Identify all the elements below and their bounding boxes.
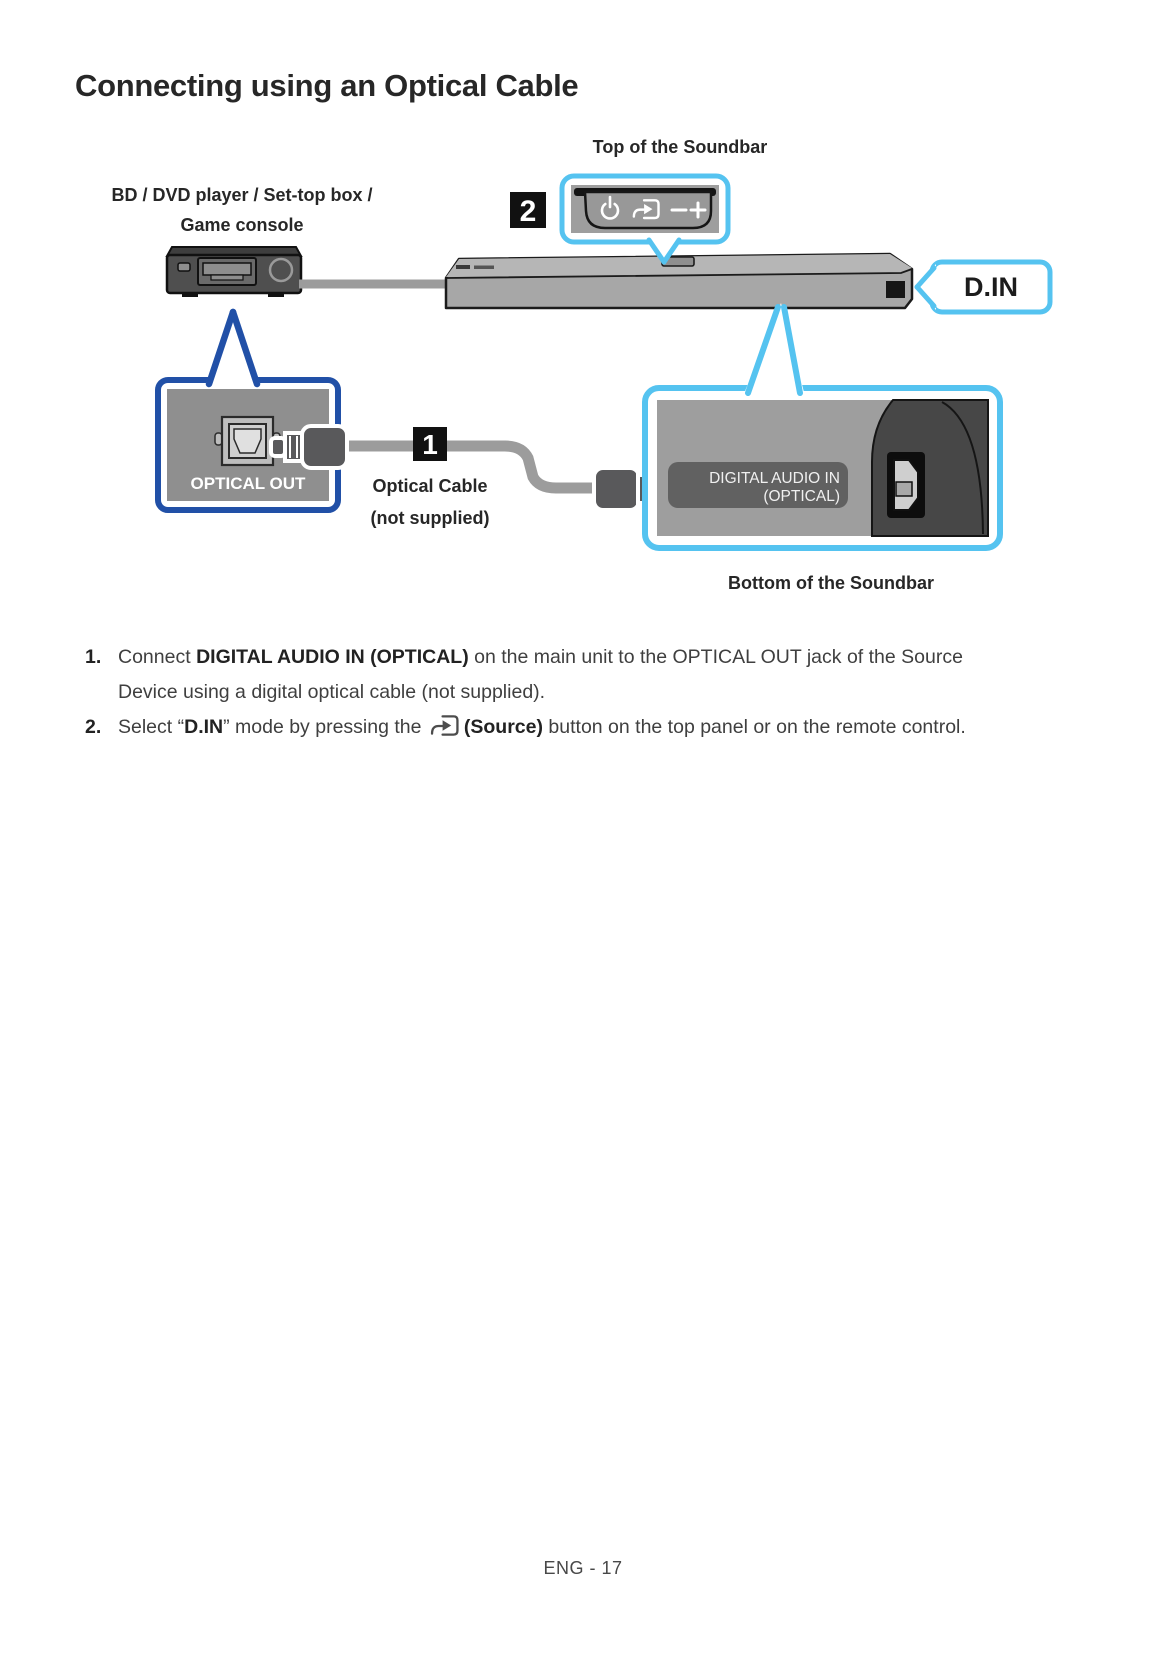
svg-text:1: 1: [422, 429, 438, 460]
source-inline-icon: [430, 714, 459, 737]
instruction-item-2: [85, 710, 1035, 745]
source-device-label-line2: Game console: [180, 215, 304, 235]
source-device-label-line1: BD / DVD player / Set-top box /: [111, 185, 373, 205]
digital-audio-in-label-line2: (OPTICAL): [763, 488, 840, 505]
instruction-2-source: (Source): [463, 716, 543, 738]
din-callout: [916, 262, 1050, 312]
instruction-1-rest: on the main unit to the OPTICAL OUT jack of the Source: [468, 646, 963, 668]
instruction-1-line2: Device using a digital optical cable (not supplied).: [118, 681, 546, 703]
step-1-badge: [413, 427, 447, 461]
instruction-text: [118, 640, 1035, 710]
instruction-1-pre: Connect: [118, 646, 197, 668]
top-of-soundbar-label: Top of the Soundbar: [592, 137, 768, 157]
connection-diagram: [0, 118, 1166, 618]
optical-cable-label-line2: (not supplied): [370, 508, 490, 528]
instruction-number: 1.: [85, 646, 102, 668]
instruction-1-bold: DIGITAL AUDIO IN (OPTICAL): [196, 646, 469, 668]
optical-cable-label-line1: Optical Cable: [372, 476, 488, 496]
din-label: D.IN: [964, 272, 1018, 302]
instruction-2-mid: ” mode by pressing the: [223, 716, 427, 738]
soundbar-display-window: [886, 281, 905, 298]
digital-audio-in-jack: [872, 400, 988, 536]
dvd-indicator: [178, 263, 190, 271]
page-footer: ENG - 17: [543, 1558, 623, 1578]
dvd-player-illustration: [167, 247, 301, 297]
instructions-list: [85, 640, 1035, 745]
page-title: Connecting using an Optical Cable: [75, 68, 579, 103]
digital-audio-in-label-line1: DIGITAL AUDIO IN: [709, 470, 840, 487]
instruction-2-pre: Select “: [118, 716, 185, 738]
svg-text:2: 2: [519, 195, 537, 228]
dvd-knob: [270, 259, 292, 281]
top-panel-callout: [562, 176, 728, 264]
soundbar-illustration: [446, 254, 912, 308]
instruction-item-1: [85, 640, 1035, 710]
soundbar-logo-text: [456, 265, 470, 269]
instruction-text: [118, 710, 1035, 745]
instruction-number: 2.: [85, 716, 102, 738]
bottom-of-soundbar-label: Bottom of the Soundbar: [728, 573, 934, 593]
optical-out-label: OPTICAL OUT: [190, 474, 306, 493]
step-2-badge: [510, 192, 546, 228]
bottom-panel-callout: [645, 303, 1000, 548]
optical-out-panel: [158, 309, 338, 510]
instruction-2-din: D.IN: [184, 716, 224, 738]
instruction-2-post: button on the top panel or on the remote control.: [543, 716, 966, 738]
